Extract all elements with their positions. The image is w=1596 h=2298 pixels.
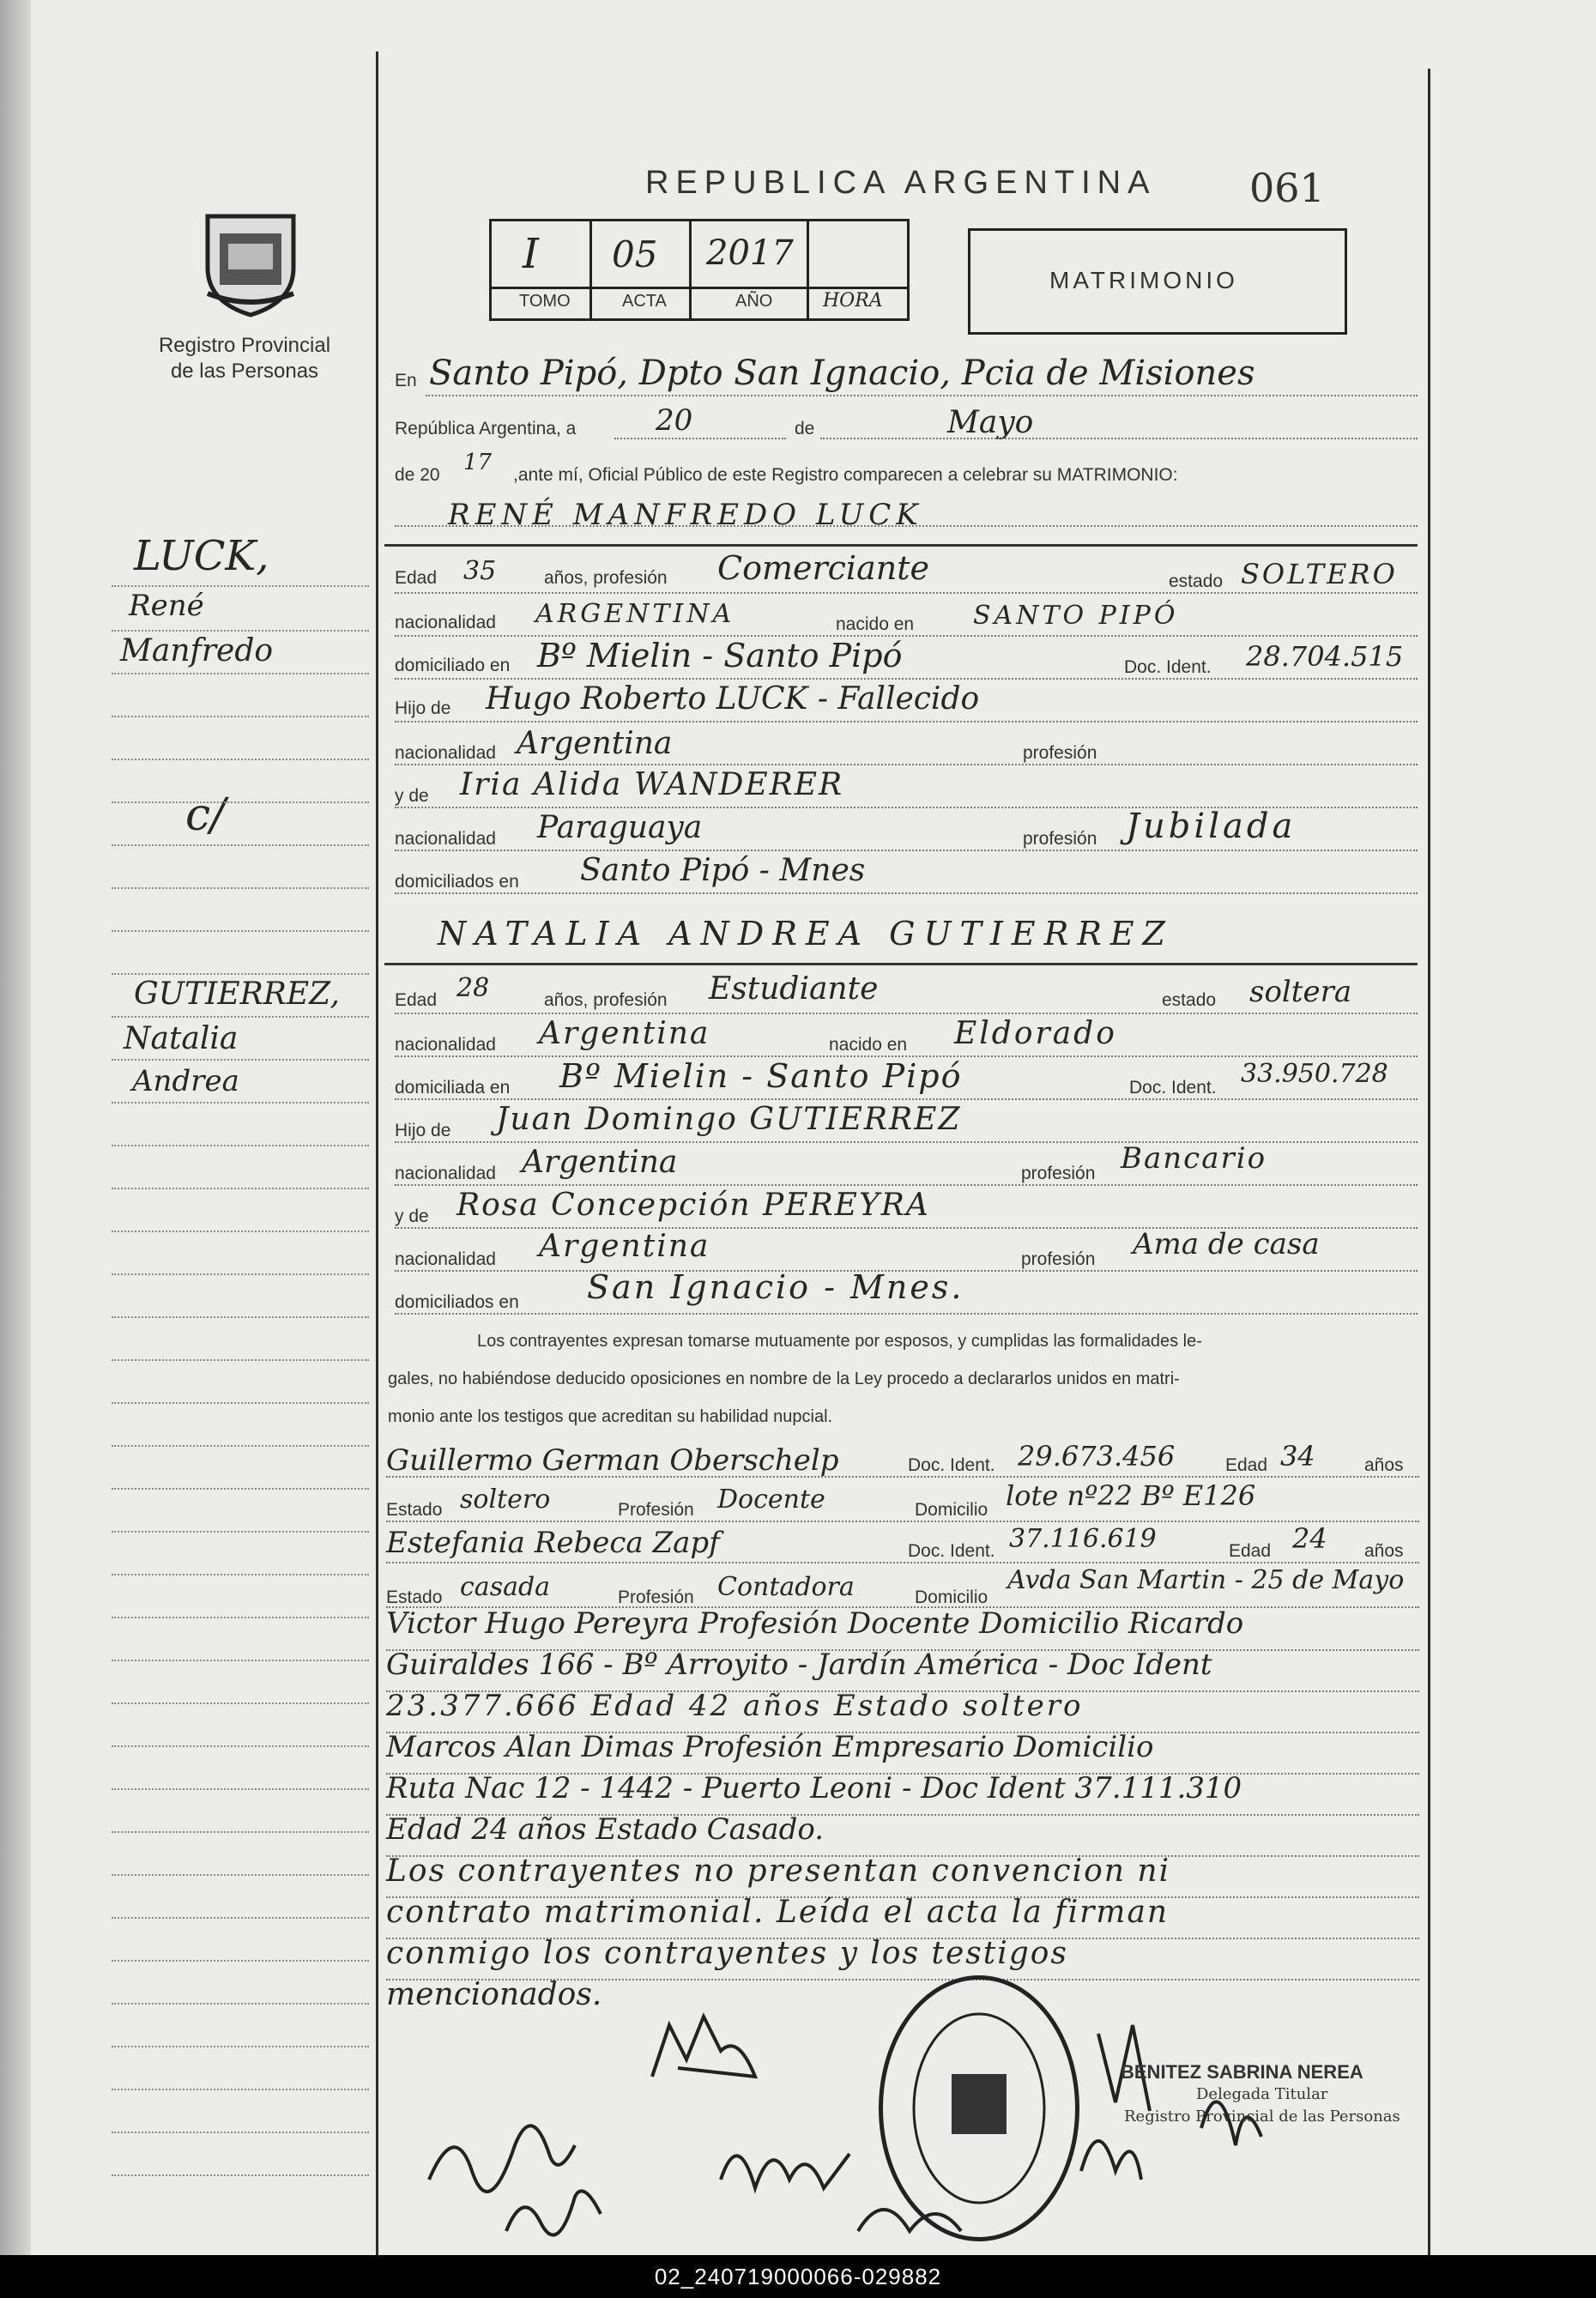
label-anios-profesion: años, profesión [544,568,668,588]
extra-line-5: Ruta Nac 12 - 1442 - Puerto Leoni - Doc Ident 37.111.310 [386,1771,1242,1805]
tomo-label: TOMO [519,292,571,311]
bride-father-profession: Bancario [1121,1141,1267,1176]
label-profesion-w1: Profesión [618,1500,694,1520]
witness-1-profession: Docente [717,1485,825,1515]
margin-bride-middle: Andrea [132,1064,239,1098]
witness-1-address: lote nº22 Bº E126 [1006,1479,1256,1512]
bride-status: soltera [1249,975,1352,1009]
label-nacionalidad: nacionalidad [395,1035,496,1055]
groom-status: SOLTERO [1241,558,1398,590]
witness-2-doc: 37.116.619 [1009,1524,1157,1554]
province-logo [190,199,311,319]
margin-groom-middle: Manfredo [120,633,274,668]
extra-line-2: Guiraldes 166 - Bº Arroyito - Jardín América - Doc Ident [386,1648,1212,1682]
witness-2-profession: Contadora [717,1572,855,1602]
label-anios-profesion: años, profesión [544,990,668,1010]
label-ante-mi: ,ante mí, Oficial Público de este Registro comparecen a celebrar su MATRIMONIO: [513,465,1178,485]
groom-parents-address: Santo Pipó - Mnes [580,853,866,888]
record-type: MATRIMONIO [1049,267,1238,293]
groom-doc: 28.704.515 [1246,640,1404,673]
hora-label: HORA [823,290,883,311]
book-reference-box [489,219,910,321]
official-registry: Registro Provincial de las Personas [1124,2108,1400,2126]
label-domiciliados: domiciliados en [395,1292,519,1312]
label-domiciliado: domiciliado en [395,656,511,675]
bride-father: Juan Domingo GUTIERREZ [496,1102,962,1137]
official-name: BENITEZ SABRINA NEREA [1121,2061,1363,2083]
bride-born-in: Eldorado [954,1016,1117,1051]
label-hijo-de: Hijo de [395,698,451,718]
witness-1-doc: 29.673.456 [1018,1440,1176,1473]
label-republica: República Argentina, a [395,419,577,438]
groom-father: Hugo Roberto LUCK - Fallecido [486,681,980,717]
label-estado: estado [1169,571,1224,591]
bride-father-nationality: Argentina [522,1145,678,1180]
registry-name: Registro Provincial de las Personas [158,334,331,383]
label-nacionalidad: nacionalidad [395,613,496,632]
label-nacionalidad: nacionalidad [395,1249,496,1269]
tomo-value: I [523,230,539,278]
bride-doc: 33.950.728 [1241,1059,1388,1089]
label-de20: de 20 [395,465,440,485]
acta-value: 05 [612,233,658,275]
label-profesion-w2: Profesión [618,1587,694,1607]
label-doc-ident-w2: Doc. Ident. [908,1541,995,1561]
groom-father-nationality: Argentina [517,726,673,761]
extra-line-9: conmigo los contrayentes y los testigos [386,1936,1068,1971]
bride-parents-address: San Ignacio - Mnes. [587,1268,964,1306]
label-edad: Edad [395,990,438,1010]
label-profesion: profesión [1021,1164,1096,1183]
extra-line-4: Marcos Alan Dimas Profesión Empresario Domicilio [386,1730,1154,1764]
bride-profession: Estudiante [709,971,879,1007]
right-border [1428,69,1430,2255]
extra-line-10: mencionados. [386,1977,602,2012]
record-type-box [968,228,1347,335]
bride-full-name: NATALIA ANDREA GUTIERREZ [438,915,1174,952]
label-doc-ident-w1: Doc. Ident. [908,1455,995,1475]
label-domicilio-w1: Domicilio [915,1500,988,1520]
acta-label: ACTA [622,292,667,311]
groom-mother-nationality: Paraguaya [537,810,703,845]
scan-id-footer: 02_240719000066-029882 [0,2255,1596,2298]
folio-number: 061 [1249,165,1325,211]
groom-nationality: ARGENTINA [535,599,735,629]
extra-line-6: Edad 24 años Estado Casado. [386,1812,825,1847]
label-en: En [395,371,417,390]
label-nacido-en: nacido en [836,614,915,634]
month: Mayo [947,405,1034,440]
bride-mother: Rosa Concepción PEREYRA [456,1188,930,1223]
witness-2-age: 24 [1292,1522,1327,1555]
anio-label: AÑO [735,292,773,311]
place: Santo Pipó, Dpto San Ignacio, Pcia de Misiones [429,354,1255,393]
label-estado-w2: Estado [386,1587,443,1607]
declaration-line-1: Los contrayentes expresan tomarse mutuamente por esposos, y cumplidas las formalidades le- [477,1332,1202,1351]
label-profesion: profesión [1021,1249,1096,1269]
label-anios-w2: años [1364,1541,1404,1561]
label-nacionalidad: nacionalidad [395,743,496,763]
day: 20 [656,403,693,438]
label-anios-w1: años [1364,1455,1404,1475]
official-title: Delegada Titular [1196,2085,1328,2103]
label-nacionalidad: nacionalidad [395,829,496,849]
label-doc-ident: Doc. Ident. [1129,1078,1217,1098]
label-profesion: profesión [1023,829,1097,849]
groom-full-name: RENÉ MANFREDO LUCK [448,498,923,532]
margin-connector: c/ [185,789,226,841]
extra-line-8: contrato matrimonial. Leída el acta la firman [386,1895,1170,1930]
year: 17 [463,450,493,475]
label-edad-w2: Edad [1229,1541,1272,1561]
groom-born-in: SANTO PIPÓ [973,601,1179,631]
bride-mother-nationality: Argentina [539,1229,710,1264]
label-de: de [795,419,815,438]
declaration-line-2: gales, no habiéndose deducido oposiciones en nombre de la Ley procedo a declararlos unidos en matri- [388,1370,1180,1388]
anio-value: 2017 [706,233,794,273]
witness-2-address: Avda San Martin - 25 de Mayo [1007,1565,1405,1595]
witness-1-age: 34 [1280,1440,1315,1473]
binding-edge [0,0,31,2255]
groom-address: Bº Mielin - Santo Pipó [537,637,903,674]
label-domiciliada: domiciliada en [395,1078,511,1098]
groom-age: 35 [463,556,497,586]
round-seal [879,1975,1079,2241]
witness-2-name: Estefania Rebeca Zapf [386,1526,720,1560]
bride-address: Bº Mielin - Santo Pipó [559,1057,963,1095]
label-profesion: profesión [1023,743,1097,763]
groom-mother-profession: Jubilada [1126,807,1297,846]
country-title: REPUBLICA ARGENTINA [645,165,1157,201]
label-edad: Edad [395,568,438,588]
margin-groom-first: René [129,589,204,623]
margin-bride-surname: GUTIERREZ, [134,977,340,1012]
extra-line-7: Los contrayentes no presentan convencion ni [386,1854,1171,1889]
extra-line-3: 23.377.666 Edad 42 años Estado soltero [386,1689,1084,1723]
label-nacionalidad: nacionalidad [395,1164,496,1183]
declaration-line-3: monio ante los testigos que acreditan su habilidad nupcial. [388,1407,833,1426]
extra-line-1: Victor Hugo Pereyra Profesión Docente Domicilio Ricardo [386,1606,1244,1641]
label-domicilio-w2: Domicilio [915,1587,988,1607]
label-doc-ident: Doc. Ident. [1124,657,1212,677]
witness-1-name: Guillermo German Oberschelp [386,1443,839,1478]
bride-age: 28 [456,973,490,1003]
label-edad-w1: Edad [1225,1455,1268,1475]
label-nacido-en: nacido en [829,1035,908,1055]
margin-divider [376,51,378,2255]
margin-groom-surname: LUCK, [134,532,269,580]
label-domiciliados: domiciliados en [395,872,519,892]
groom-profession: Comerciante [717,549,929,587]
label-estado: estado [1162,990,1217,1010]
bride-nationality: Argentina [539,1016,710,1051]
label-hijo-de: Hijo de [395,1121,451,1140]
witness-2-status: casada [460,1572,551,1602]
margin-bride-first: Natalia [124,1021,239,1056]
groom-mother: Iria Alida WANDERER [460,767,844,802]
label-y-de: y de [395,1206,429,1226]
witness-1-status: soltero [460,1485,551,1515]
bride-mother-profession: Ama de casa [1133,1227,1320,1261]
label-estado-w1: Estado [386,1500,443,1520]
label-y-de: y de [395,786,429,806]
